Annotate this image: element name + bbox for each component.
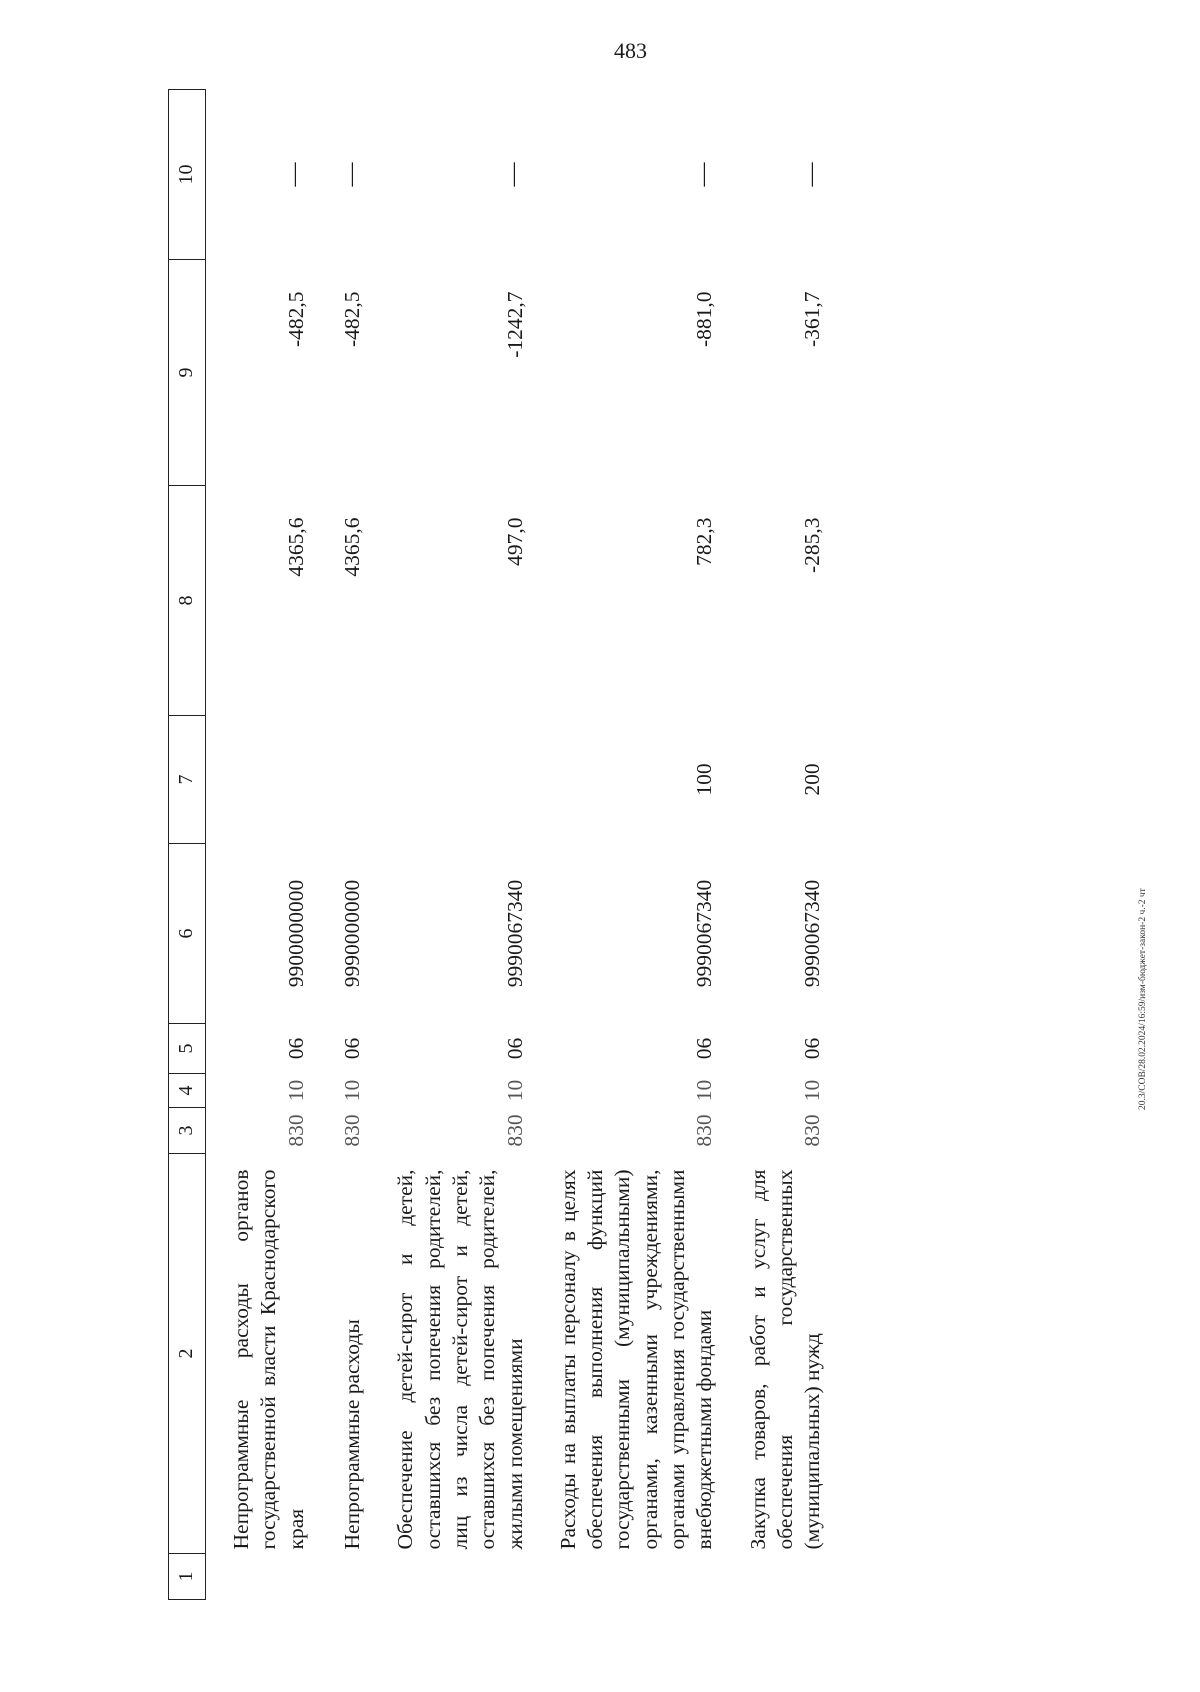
change-amount-cell: -482,5 bbox=[283, 291, 308, 348]
row-index-cell bbox=[206, 1554, 314, 1600]
row-index-cell bbox=[370, 1554, 532, 1600]
subsection-code-cell: 06 bbox=[283, 1037, 308, 1060]
target-code-cell: 9990000000 bbox=[340, 879, 365, 988]
header-cell: 9 bbox=[169, 260, 206, 486]
amount-cell: 497,0 bbox=[502, 517, 527, 566]
header-cell: 1 bbox=[169, 1554, 206, 1600]
target-code-cell: 9990067340 bbox=[502, 879, 527, 988]
subsection-code-cell: 06 bbox=[502, 1037, 527, 1060]
ministry-code-cell: 830 bbox=[800, 1114, 825, 1147]
amount-cell: 782,3 bbox=[692, 517, 717, 566]
section-code-cell: 10 bbox=[692, 1079, 717, 1102]
expense-type-cell bbox=[314, 716, 370, 844]
expense-name-cell: Непрограммные расходы органов государственной власти Краснодарского края bbox=[229, 1169, 308, 1550]
expense-name-cell: Закупка товаров, работ и услуг для обеспечения государственных (муниципальных) нужд bbox=[745, 1169, 825, 1550]
header-cell: 5 bbox=[169, 1024, 206, 1074]
col10-cell: — bbox=[281, 162, 308, 187]
header-cell: 4 bbox=[169, 1074, 206, 1108]
expense-name-cell: Обеспечение детей-сирот и детей, оставшихся без попечения родителей, лиц из числа детей-сирот и детей, оставшихся без попечения родителей, жилыми помещениями bbox=[393, 1169, 527, 1550]
expense-type-cell: 200 bbox=[800, 763, 825, 796]
amount-cell: 4365,6 bbox=[283, 517, 308, 577]
section-code-cell: 10 bbox=[340, 1079, 365, 1102]
table-header-row bbox=[169, 90, 206, 1600]
row-index-cell bbox=[314, 1554, 370, 1600]
table-row bbox=[370, 90, 532, 1600]
header-cell: 7 bbox=[169, 716, 206, 844]
target-code-cell: 9990067340 bbox=[800, 879, 825, 988]
change-amount-cell: -482,5 bbox=[340, 291, 365, 348]
table-row bbox=[723, 90, 831, 1600]
table-row bbox=[533, 90, 723, 1600]
ministry-code-cell: 830 bbox=[283, 1114, 308, 1147]
change-amount-cell: -881,0 bbox=[692, 291, 717, 348]
subsection-code-cell: 06 bbox=[692, 1037, 717, 1060]
change-amount-cell: -1242,7 bbox=[502, 291, 527, 358]
subsection-code-cell: 06 bbox=[340, 1037, 365, 1060]
ministry-code-cell: 830 bbox=[692, 1114, 717, 1147]
row-index-cell bbox=[533, 1554, 723, 1600]
table-row bbox=[206, 90, 314, 1600]
amount-cell: 4365,6 bbox=[340, 517, 365, 577]
col10-cell: — bbox=[690, 162, 717, 187]
header-cell: 2 bbox=[169, 1154, 206, 1554]
target-code-cell: 9900000000 bbox=[283, 879, 308, 988]
page-number: 483 bbox=[614, 38, 647, 63]
header-cell: 10 bbox=[169, 90, 206, 260]
expense-name-cell: Непрограммные расходы bbox=[340, 1319, 365, 1550]
table-row bbox=[314, 90, 370, 1600]
section-code-cell: 10 bbox=[800, 1079, 825, 1102]
footer-code: 20.3/СОВ/28.02.2024/16:59/изм-бюджет-закон-2 ч.-2 чт bbox=[1138, 888, 1148, 1110]
col10-cell: — bbox=[500, 162, 527, 187]
subsection-code-cell: 06 bbox=[800, 1037, 825, 1060]
rotated-table-sheet bbox=[168, 90, 988, 1600]
ministry-code-cell: 830 bbox=[502, 1114, 527, 1147]
expense-type-cell: 100 bbox=[692, 763, 717, 796]
ministry-code-cell: 830 bbox=[340, 1114, 365, 1147]
header-cell: 6 bbox=[169, 844, 206, 1024]
section-code-cell: 10 bbox=[502, 1079, 527, 1102]
budget-table bbox=[168, 89, 831, 1600]
expense-name-cell: Расходы на выплаты персоналу в целях обеспечения выполнения функций государственными (муниципальными) органами, казенными учреждениями, органами управления государственными внебюджетными фондами bbox=[555, 1169, 717, 1550]
change-amount-cell: -361,7 bbox=[800, 291, 825, 348]
expense-type-cell bbox=[370, 716, 532, 844]
col10-cell: — bbox=[798, 162, 825, 187]
col10-cell: — bbox=[337, 162, 364, 187]
target-code-cell: 9990067340 bbox=[692, 879, 717, 988]
row-index-cell bbox=[723, 1554, 831, 1600]
expense-type-cell bbox=[206, 716, 314, 844]
section-code-cell: 10 bbox=[283, 1079, 308, 1102]
header-cell: 3 bbox=[169, 1108, 206, 1154]
header-cell: 8 bbox=[169, 486, 206, 716]
amount-cell: -285,3 bbox=[800, 517, 825, 574]
